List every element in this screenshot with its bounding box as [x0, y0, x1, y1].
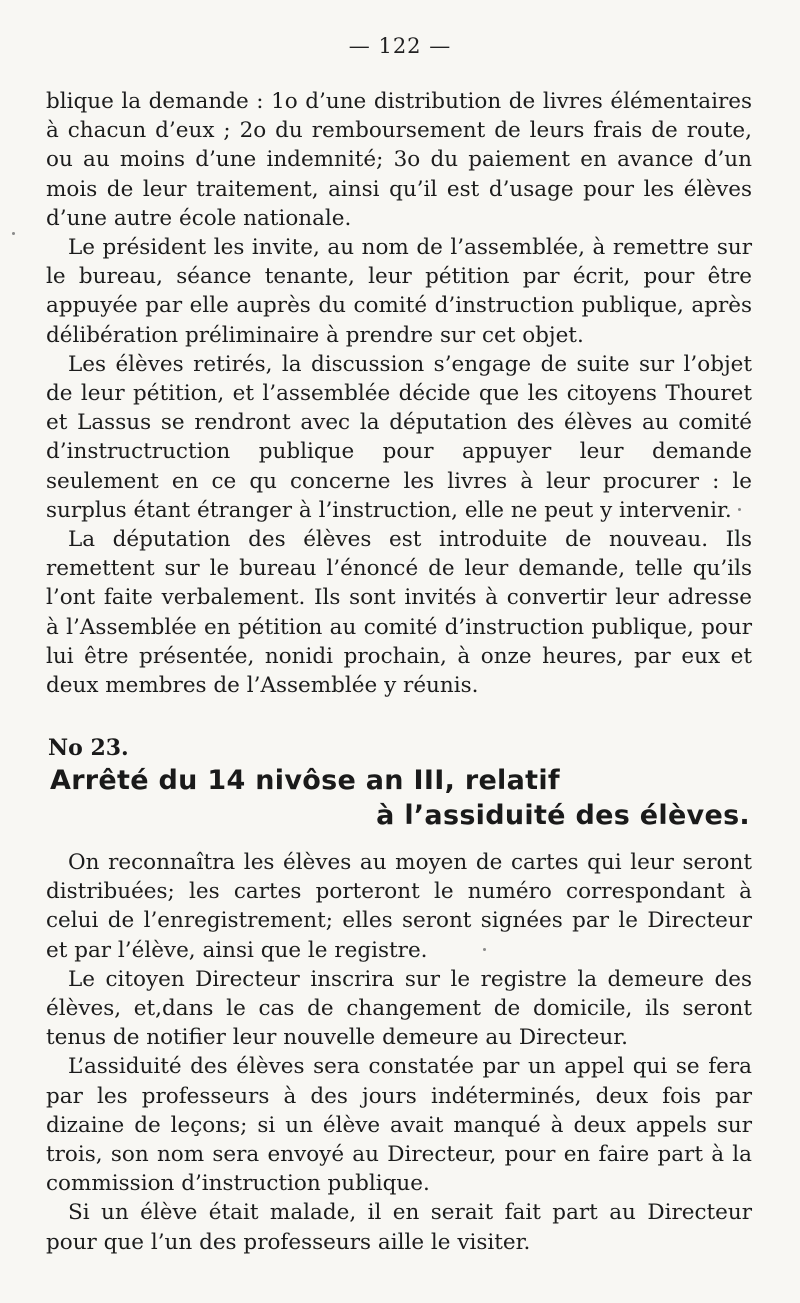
- scan-speck: [483, 948, 486, 951]
- paragraph: Le président les invite, au nom de l’assemblée, à remettre sur le bureau, séance tenante, leur pétition par écrit, pour être appuyée par elle auprès du comité d’instruction publique, après délibération préliminaire à prendre sur cet objet.: [46, 235, 752, 348]
- decree-text: [46, 848, 752, 1257]
- minutes-text: [46, 87, 752, 700]
- paragraph-continuation: blique la demande : 1o d’une distribution de livres élémentaires à chacun d’eux ; 2o du remboursement de leurs frais de route, ou au moins d’une indemnité; 3o du paiement en avance d’un mois de leur traitement, ainsi qu’il est d’usage pour les élèves d’une autre école nationale.: [46, 89, 752, 231]
- document-title-line-2: à l’assiduité des élèves.: [376, 800, 750, 831]
- page-number: — 122 —: [348, 34, 452, 58]
- document-number: No 23.: [48, 735, 129, 761]
- paragraph: La députation des élèves est introduite de nouveau. Ils remettent sur le bureau l’énoncé de leur demande, telle qu’ils l’ont faite verbalement. Ils sont invités à convertir leur adresse à l’Assemblée en pétition au comité d’instruction publique, pour lui être présentée, nonidi prochain, à onze heures, par eux et deux membres de l’Assemblée y réunis.: [46, 527, 752, 699]
- paragraph: Si un élève était malade, il en serait fait part au Directeur pour que l’un des professeurs aille le visiter.: [46, 1200, 752, 1255]
- scan-speck: [12, 232, 15, 235]
- paragraph: L’assiduité des élèves sera constatée par un appel qui se fera par les professeurs à des jours indéterminés, deux fois par dizaine de leçons; si un élève avait manqué à deux appels sur trois, son nom sera envoyé au Directeur, pour en faire part à la commission d’instruction publique.: [46, 1054, 752, 1197]
- paragraph: On reconnaîtra les élèves au moyen de cartes qui leur seront distribuées; les cartes porteront le numéro correspondant à celui de l’enregistrement; elles seront signées par le Directeur et par l’élève, ainsi que le registre.: [46, 850, 752, 963]
- document-title-line-1: Arrêté du 14 nivôse an III, relatif: [50, 765, 560, 796]
- paragraph: Le citoyen Directeur inscrira sur le registre la demeure des élèves, et,dans le cas de changement de domicile, ils seront tenus de notifier leur nouvelle demeure au Directeur.: [46, 966, 752, 1051]
- paragraph: Les élèves retirés, la discussion s’engage de suite sur l’objet de leur pétition, et l’assemblée décide que les citoyens Thouret et Lassus se rendront avec la députation des élèves au comité d’instructruction publique pour appuyer leur demande seulement en ce qu concerne les livres à leur procurer : le surplus étant étranger à l’instruction, elle ne peut y intervenir.: [46, 351, 752, 523]
- scan-speck: [738, 508, 741, 511]
